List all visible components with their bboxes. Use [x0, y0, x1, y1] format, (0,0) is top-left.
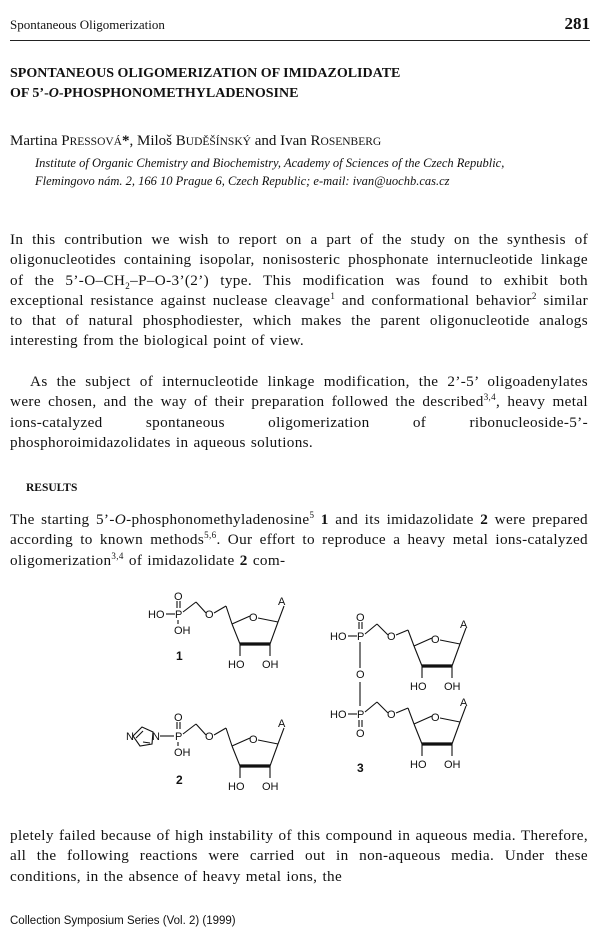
section-heading: RESULTS — [26, 482, 78, 494]
bond — [232, 738, 250, 746]
compound-1-structure — [148, 591, 286, 671]
citation: 2 — [531, 290, 537, 301]
bond — [365, 702, 377, 712]
text: . Our effort to reproduce a heavy metal ions-catalyzed oligomerization — [10, 531, 588, 569]
compound-3-structure — [330, 612, 468, 775]
text: were prepared according to known methods — [10, 511, 588, 549]
compound-2-structure — [126, 712, 286, 793]
affiliation-line: Flemingovo nám. 2, 166 10 Prague 6, Czech Republic; e-mail: ivan@uochb.cas.cz — [35, 174, 450, 188]
bond — [396, 708, 408, 713]
compound-number: 1 — [176, 649, 183, 663]
author-sep: , — [129, 133, 137, 149]
title-italic: O — [48, 86, 59, 101]
author-last: RESSOVÁ — [69, 136, 122, 148]
atom-label: O — [387, 631, 396, 643]
title-text: -PHOSPHONOMETHYLADENOSINE — [58, 86, 299, 101]
author-last: B — [175, 133, 186, 149]
atom-label: O — [205, 609, 214, 621]
bond — [414, 638, 432, 646]
corresponding-mark: * — [121, 133, 130, 149]
atom-label: HO — [410, 681, 427, 693]
footer-citation: Collection Symposium Series (Vol. 2) (1999) — [10, 915, 236, 927]
bond — [258, 618, 278, 622]
atom-label: OH — [174, 747, 191, 759]
bond — [440, 640, 460, 644]
bond — [278, 606, 284, 622]
atom-label: OH — [262, 781, 279, 793]
bond — [414, 716, 432, 724]
title-text: OF 5’- — [10, 86, 49, 101]
text: In this contribution we wish to report on a part of the study on the synthesis of oligonucleotides containing isopolar, nonisosteric phosphonate internucleotide linkage of the 5’-O–CH — [10, 231, 588, 289]
atom-label: O — [174, 712, 183, 724]
paragraph-2 — [10, 372, 588, 453]
bond — [232, 616, 250, 624]
chemical-scheme — [0, 588, 600, 804]
imidazole-ring — [133, 727, 153, 746]
atom-label: A — [460, 619, 468, 631]
bond — [408, 630, 414, 646]
atom-label: OH — [174, 625, 191, 637]
author-list — [10, 133, 381, 150]
paragraph-1 — [10, 230, 588, 352]
article-title — [10, 64, 400, 104]
atom-label: HO — [410, 759, 427, 771]
text: and its imidazolidate — [328, 511, 481, 528]
bond — [452, 722, 460, 744]
bond — [452, 644, 460, 666]
atom-label: A — [460, 697, 468, 709]
atom-label: HO — [228, 659, 245, 671]
running-title: Spontaneous Oligomerization — [10, 17, 165, 32]
bond — [414, 646, 422, 666]
text: –P–O-3’(2’) type. This modification was found to exhibit both exceptional resistance against nuclease cleavage — [10, 271, 588, 309]
atom-label: HO — [148, 609, 165, 621]
bond — [414, 724, 422, 744]
atom-label: O — [431, 634, 440, 646]
text: , heavy metal ions-catalyzed spontaneous oligomerization of ribonucleoside-5’-phosphoroimidazolidates in aqueous solutions. — [10, 393, 588, 451]
atom-label: A — [278, 596, 286, 608]
title-line-2 — [10, 84, 400, 104]
author-first: Martina — [10, 133, 62, 149]
text: As the subject of internucleotide linkage modification, the 2’-5’ oligoadenylates were chosen, and the way of their preparation followed the described — [10, 373, 588, 411]
author-last: R — [310, 133, 321, 149]
atom-label: P — [357, 709, 365, 721]
atom-label: O — [205, 731, 214, 743]
text: similar to that of natural phosphodiester, which makes the parent oligonucleotide analogs interesting from the biological point of view. — [10, 291, 588, 350]
atom-label: O — [249, 734, 258, 746]
atom-label: OH — [262, 659, 279, 671]
author-last: OSENBERG — [320, 136, 382, 148]
bond — [232, 624, 240, 644]
compound-number: 2 — [176, 773, 183, 787]
text: of imidazolidate — [123, 551, 240, 569]
bond — [232, 746, 240, 766]
atom-label: P — [175, 731, 183, 743]
title-line-1: SPONTANEOUS OLIGOMERIZATION OF IMIDAZOLIDATE — [10, 66, 401, 81]
atom-label: HO — [330, 631, 347, 643]
bond — [183, 602, 196, 612]
bond — [183, 724, 196, 734]
bond — [396, 630, 408, 635]
atom-label: O — [249, 612, 258, 624]
bond — [440, 718, 460, 722]
affiliation-line: Institute of Organic Chemistry and Biochemistry, Academy of Sciences of the Czech Republic, — [35, 156, 505, 170]
atom-label: O — [356, 612, 365, 624]
bond — [258, 740, 278, 744]
atom-label: OH — [444, 759, 461, 771]
atom-label: N — [152, 731, 160, 743]
bond — [214, 728, 226, 735]
atom-label: O — [174, 591, 183, 603]
author-first: Ivan — [280, 133, 311, 149]
citation: 5,6 — [204, 530, 217, 541]
atom-label: O — [356, 728, 365, 740]
atom-label: N — [126, 731, 134, 743]
bond — [226, 728, 232, 746]
atom-label: OH — [444, 681, 461, 693]
text: The starting 5’- — [10, 511, 115, 528]
text: -phosphonomethyladenosine — [126, 511, 310, 528]
author-last: UDĚŠÍNSKÝ — [185, 136, 251, 148]
italic: O — [114, 511, 127, 528]
compound-ref: 2 — [480, 511, 489, 528]
bond — [270, 622, 278, 644]
atom-label: O — [431, 712, 440, 724]
author-first: Miloš — [136, 133, 176, 149]
citation: 3,4 — [483, 392, 496, 403]
bond — [365, 624, 377, 634]
text: and conformational behavior — [335, 291, 532, 309]
compound-ref: 2 — [239, 551, 248, 569]
citation: 1 — [330, 290, 336, 301]
text: com- — [247, 551, 286, 569]
atom-label: O — [387, 709, 396, 721]
bond — [270, 744, 278, 766]
citation: 3,4 — [111, 550, 124, 561]
atom-label: P — [357, 631, 365, 643]
author-last: P — [61, 133, 70, 149]
page-number: 281 — [564, 14, 590, 33]
affiliation — [35, 154, 504, 190]
compound-ref: 1 — [320, 511, 329, 528]
citation: 5 — [309, 509, 315, 520]
atom-label: HO — [228, 781, 245, 793]
author-sep: and — [250, 133, 281, 149]
running-header — [10, 14, 590, 41]
paragraph-4: pletely failed because of high instability of this compound in aqueous media. Therefore, all the following reactions were carried out in non-aqueous media. Under these conditions, in the absence of heavy metal ions, the — [10, 827, 588, 885]
paragraph-3 — [10, 510, 588, 571]
compound-number: 3 — [357, 761, 364, 775]
bond — [143, 742, 150, 743]
bond — [278, 728, 284, 744]
subscript: 2 — [125, 280, 131, 291]
atom-label: HO — [330, 709, 347, 721]
atom-label: P — [175, 609, 183, 621]
bond — [214, 606, 226, 613]
bond — [226, 606, 232, 624]
bond — [408, 708, 414, 724]
atom-label: O — [356, 669, 365, 681]
atom-label: A — [278, 718, 286, 730]
